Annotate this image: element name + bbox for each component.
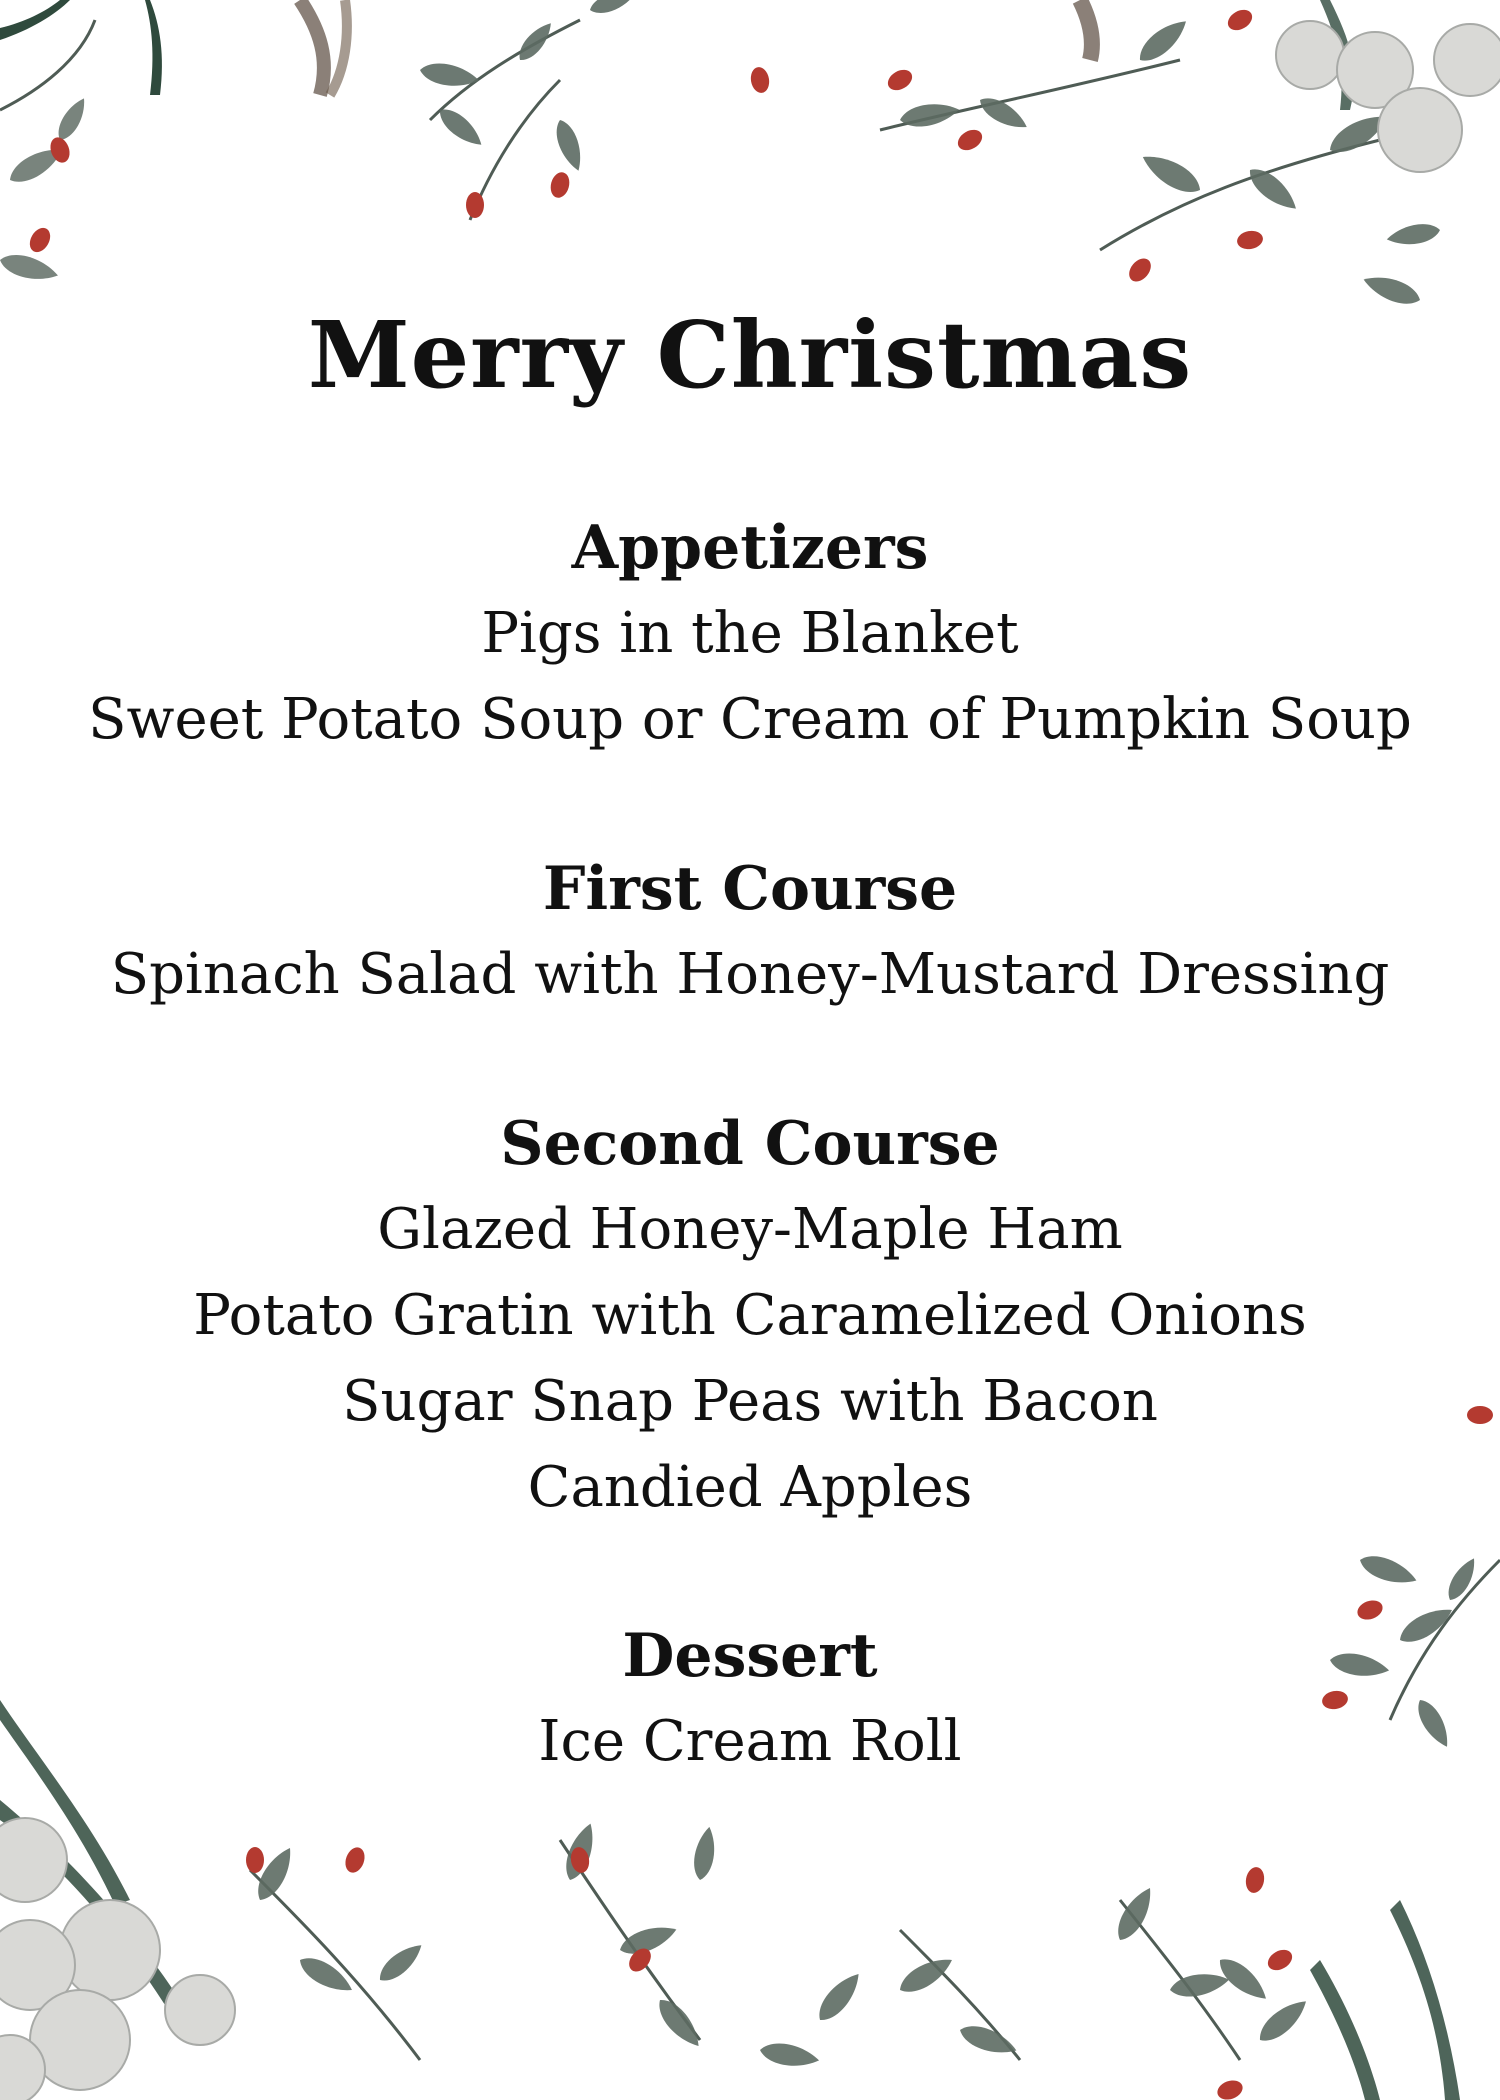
menu-section-first-course: [0, 846, 1500, 1018]
menu-section-second-course: [0, 1101, 1500, 1531]
section-heading: First Course: [542, 854, 958, 924]
menu-item: Ice Cream Roll: [538, 1709, 962, 1774]
menu-item: Potato Gratin with Caramelized Onions: [193, 1283, 1307, 1348]
section-heading: Second Course: [500, 1109, 1000, 1179]
section-heading: Appetizers: [571, 513, 929, 583]
menu-item: Glazed Honey-Maple Ham: [377, 1197, 1123, 1262]
menu-item: Pigs in the Blanket: [481, 601, 1019, 666]
menu-item: Sweet Potato Soup or Cream of Pumpkin Soup: [88, 687, 1412, 752]
menu-item: Sugar Snap Peas with Bacon: [342, 1369, 1158, 1434]
menu-section-dessert: [0, 1613, 1500, 1785]
menu-item: Spinach Salad with Honey-Mustard Dressing: [110, 942, 1390, 1007]
menu-item: Candied Apples: [527, 1455, 973, 1520]
section-heading: Dessert: [622, 1621, 878, 1691]
menu-section-appetizers: [0, 505, 1500, 763]
menu-title: Merry Christmas: [307, 301, 1193, 409]
